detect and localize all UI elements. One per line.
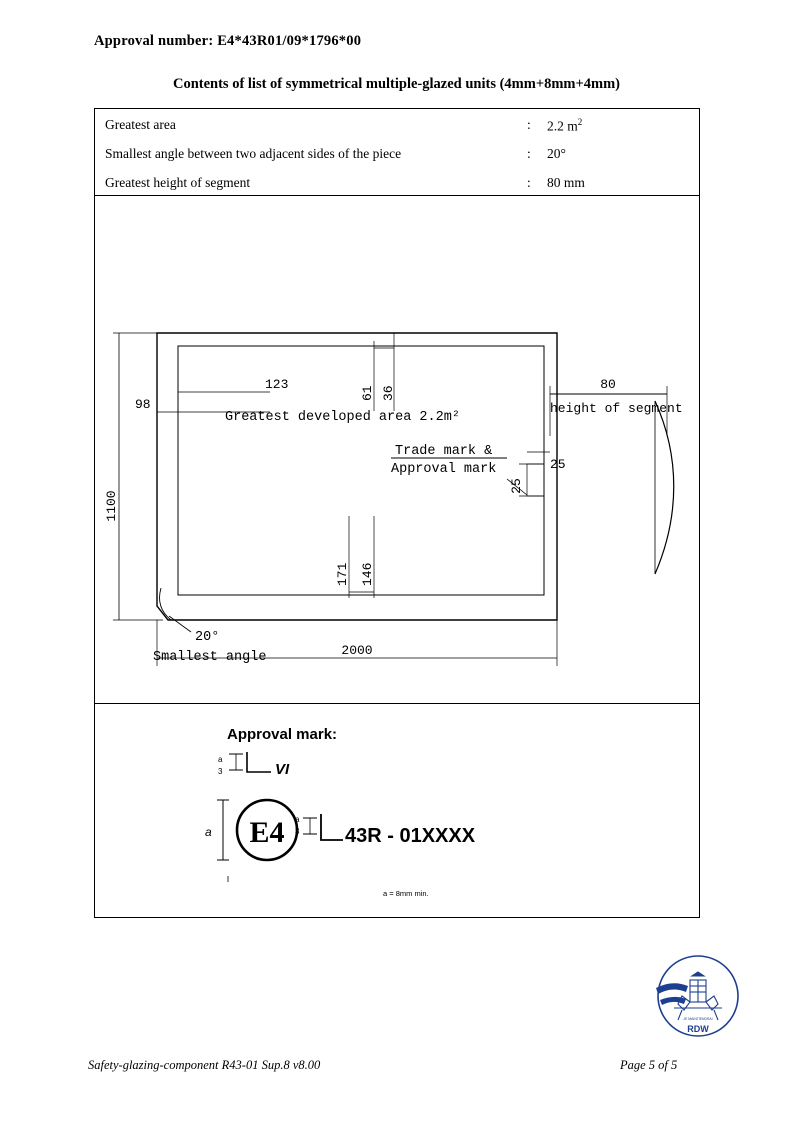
drawing-labels bbox=[104, 377, 683, 665]
specification-table bbox=[95, 109, 699, 196]
developed-area-label: Greatest developed area 2.2m² bbox=[225, 410, 460, 425]
glass-outline bbox=[157, 333, 557, 620]
dim-146: 146 bbox=[360, 562, 375, 586]
regulation-text: 43R - 01XXXX bbox=[345, 825, 476, 847]
spec-value: 2.2 $m^2$ bbox=[547, 117, 583, 134]
segment-caption: height of segment bbox=[550, 401, 683, 416]
trade-mark-line2: Approval mark bbox=[391, 462, 497, 477]
e-mark-text: E4 bbox=[249, 816, 285, 849]
approval-number-label: Approval number: bbox=[94, 33, 214, 49]
approval-mark-block bbox=[95, 704, 699, 919]
table-row bbox=[95, 169, 699, 198]
dim-2000: 2000 bbox=[341, 643, 373, 658]
seal-swoosh-2 bbox=[660, 997, 686, 1005]
table-row bbox=[95, 111, 699, 140]
spec-label: Greatest area bbox=[105, 117, 176, 132]
glazing-unit-drawing bbox=[95, 196, 699, 702]
seal-swoosh-1 bbox=[656, 983, 688, 994]
spec-value: 80 mm bbox=[547, 175, 585, 190]
spec-label: Greatest height of segment bbox=[105, 175, 251, 190]
seal-motto: JE MAINTIENDRAI bbox=[683, 1017, 713, 1021]
spec-value: 20° bbox=[547, 146, 566, 161]
trade-mark-line1: Trade mark & bbox=[395, 444, 493, 459]
approval-number-line bbox=[94, 33, 361, 50]
angle-arc bbox=[159, 588, 171, 620]
spec-colon: : bbox=[527, 117, 531, 132]
dim-36: 36 bbox=[381, 385, 396, 401]
dim-1100: 1100 bbox=[104, 490, 119, 522]
dim-98: 98 bbox=[135, 397, 151, 412]
spec-value-sup: 2 bbox=[577, 117, 583, 127]
class-fraction-numerator: a bbox=[218, 755, 223, 764]
dim-25-inner: 25 bbox=[509, 478, 524, 494]
footer-right: Page 5 of 5 bbox=[620, 1058, 678, 1072]
regulation-fraction-numerator: a bbox=[295, 815, 300, 824]
angle-value: 20° bbox=[195, 630, 220, 645]
dim-61: 61 bbox=[360, 385, 375, 401]
spec-colon: : bbox=[527, 146, 531, 161]
technical-drawing-block bbox=[95, 196, 699, 704]
approval-number-value: E4*43R01/09*1796*00 bbox=[217, 33, 362, 49]
dim-171: 171 bbox=[335, 562, 350, 586]
approval-mark-heading: Approval mark: bbox=[227, 726, 338, 743]
segment-arc bbox=[655, 401, 674, 574]
regulation-fraction-denominator: 3 bbox=[295, 827, 300, 836]
dim-25-right: 25 bbox=[550, 457, 566, 472]
a-dimension-label: a bbox=[205, 825, 212, 839]
approval-mark-diagram bbox=[95, 748, 699, 918]
page-title: Contents of list of symmetrical multiple-glazed units (4mm+8mm+4mm) bbox=[172, 76, 621, 92]
spec-colon: : bbox=[527, 175, 531, 190]
table-row bbox=[95, 140, 699, 169]
seal-coat-of-arms bbox=[674, 972, 722, 1020]
footer-left: Safety-glazing-component R43-01 Sup.8 v8.00 bbox=[88, 1058, 321, 1072]
rdw-seal bbox=[648, 946, 748, 1046]
angle-caption: Smallest angle bbox=[153, 650, 267, 665]
dim-80: 80 bbox=[600, 377, 616, 392]
class-fraction-denominator: 3 bbox=[218, 767, 223, 776]
class-symbol: VI bbox=[275, 761, 290, 778]
spec-label: Smallest angle between two adjacent sides of the piece bbox=[105, 146, 402, 161]
dim-123: 123 bbox=[265, 377, 289, 392]
seal-org: RDW bbox=[687, 1024, 709, 1034]
content-frame bbox=[94, 108, 700, 918]
approval-mark-note: a = 8mm min. bbox=[383, 889, 429, 898]
